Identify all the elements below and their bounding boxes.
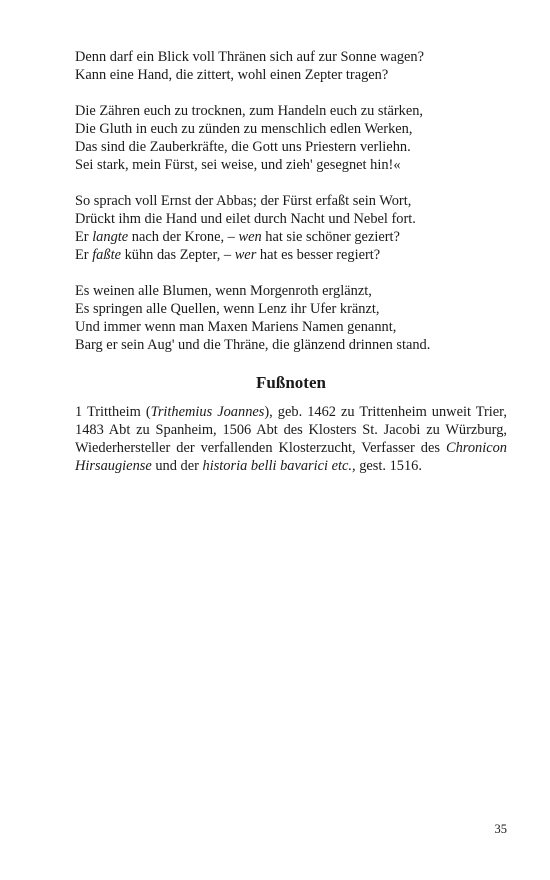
- poem-line: Denn darf ein Blick voll Thränen sich auf zur Sonne wagen?: [75, 49, 424, 65]
- poem-line: Barg er sein Aug' und die Thräne, die glänzend drinnen stand.: [75, 337, 431, 353]
- footnotes-heading: Fußnoten: [256, 373, 326, 392]
- poem-line: Er faßte kühn das Zepter, – wer hat es besser regiert?: [75, 247, 381, 263]
- emphasis-text: wer: [234, 247, 257, 263]
- poem-stanza-2: [75, 102, 507, 174]
- poem-line: Die Zähren euch zu trocknen, zum Handeln euch zu stärken,: [75, 103, 424, 119]
- emphasis-text: historia belli bavarici etc.,: [202, 458, 356, 474]
- emphasis-text: wen: [238, 229, 262, 245]
- poem-line: So sprach voll Ernst der Abbas; der Fürst erfaßt sein Wort,: [75, 193, 412, 209]
- poem-line: Es springen alle Quellen, wenn Lenz ihr Ufer kränzt,: [75, 301, 380, 317]
- emphasis-text: Trithemius Joannes: [150, 404, 265, 420]
- poem-line: Und immer wenn man Maxen Mariens Namen genannt,: [75, 319, 397, 335]
- poem-stanza-3: [75, 192, 507, 264]
- poem-line: Das sind die Zauberkräfte, die Gott uns Priestern verliehn.: [75, 139, 411, 155]
- poem-stanza-4: [75, 282, 507, 354]
- page-number: 35: [494, 822, 507, 836]
- poem-line: Die Gluth in euch zu zünden zu menschlich edlen Werken,: [75, 121, 413, 137]
- emphasis-text: langte: [92, 229, 129, 245]
- poem-line: Drückt ihm die Hand und eilet durch Nacht und Nebel fort.: [75, 211, 416, 227]
- page-body: [75, 48, 507, 475]
- footnote-1: 1 Trittheim (Trithemius Joannes), geb. 1462 zu Trittenheim unweit Trier, 1483 Abt zu Spanheim, 1506 Abt des Klosters St. Jacobi zu Würzburg, Wiederhersteller der verfallenden Klosterzucht, Verfasser des Chronicon Hirsaugiense und der historia belli bavarici etc., gest. 1516.: [75, 404, 507, 474]
- poem-line: Es weinen alle Blumen, wenn Morgenroth erglänzt,: [75, 283, 372, 299]
- poem-stanza-1: [75, 48, 507, 84]
- poem-line: Sei stark, mein Fürst, sei weise, und zieh' gesegnet hin!«: [75, 157, 401, 173]
- poem-line: Er langte nach der Krone, – wen hat sie schöner geziert?: [75, 229, 400, 245]
- emphasis-text: Chronicon Hirsaugiense: [75, 440, 507, 474]
- poem-line: Kann eine Hand, die zittert, wohl einen Zepter tragen?: [75, 67, 389, 83]
- emphasis-text: faßte: [92, 247, 121, 263]
